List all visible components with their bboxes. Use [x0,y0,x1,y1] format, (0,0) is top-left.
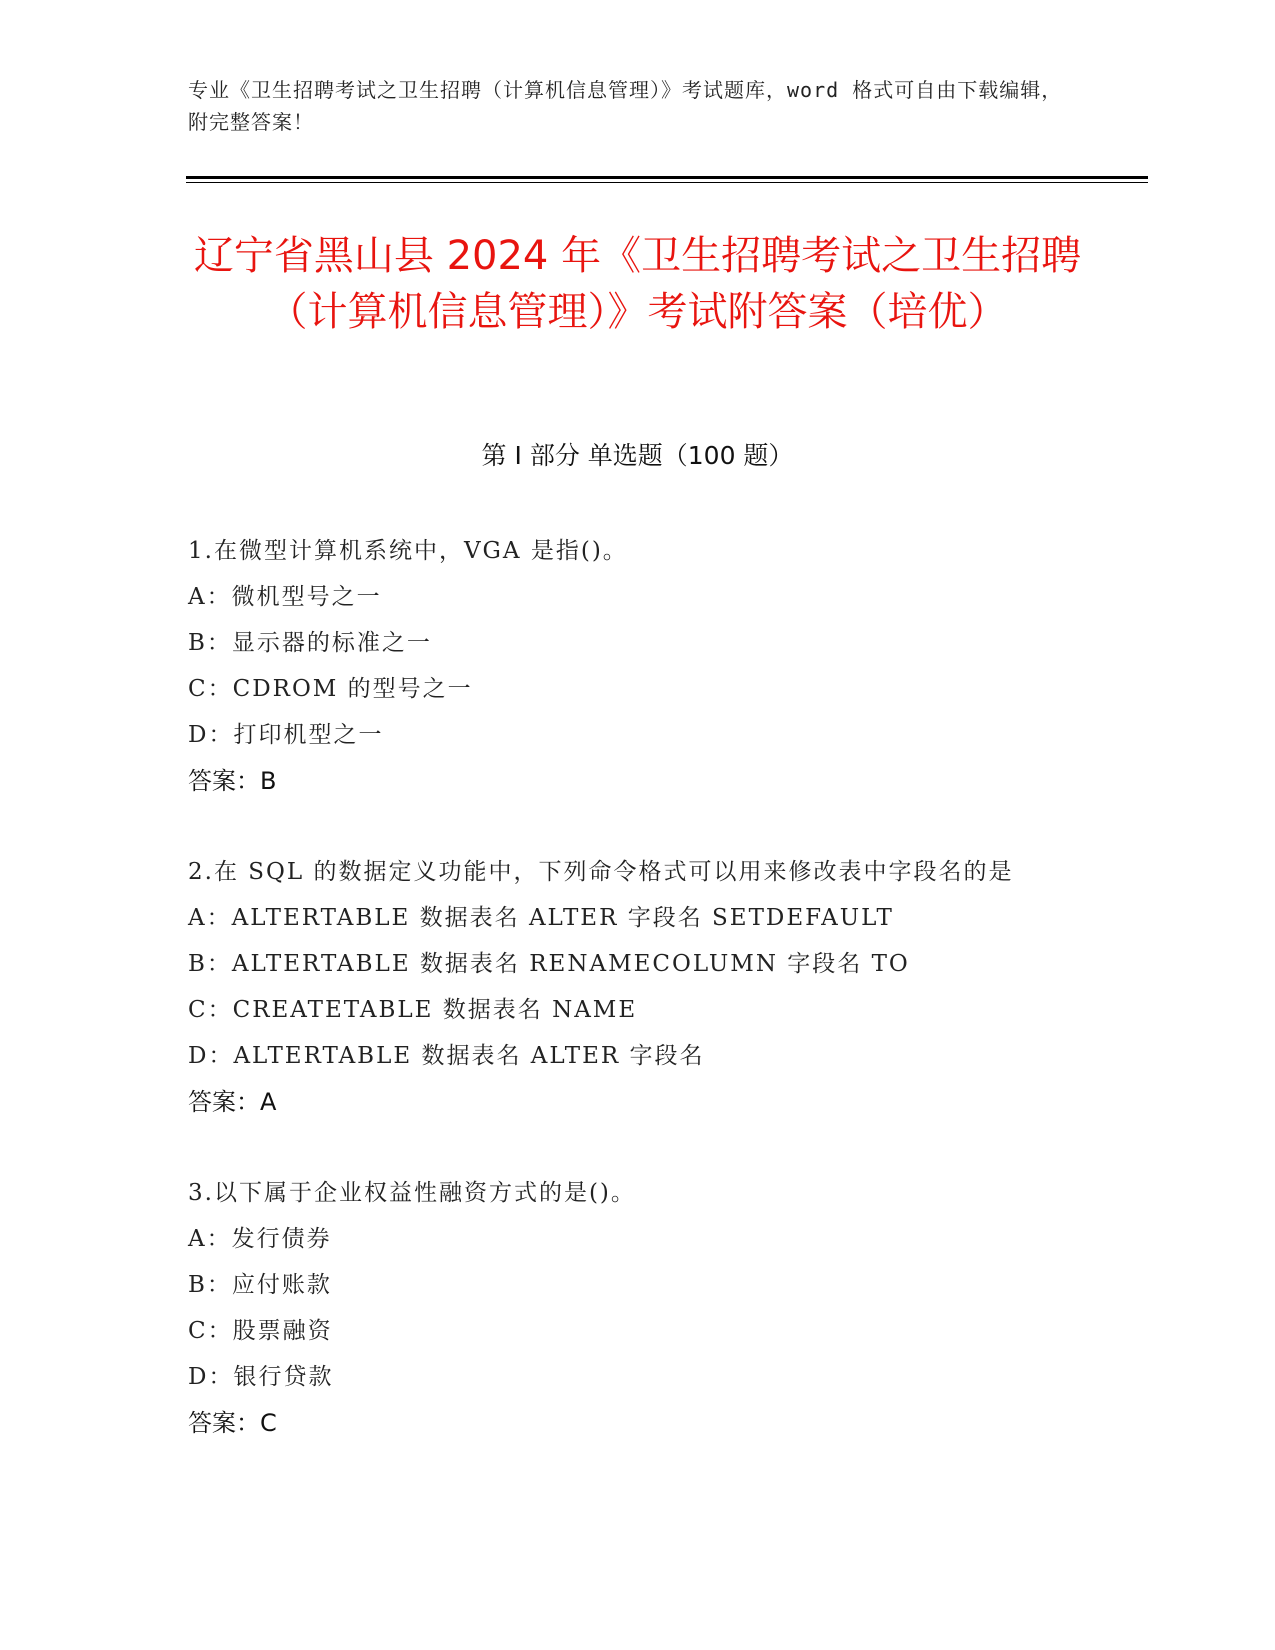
header-note: 专业《卫生招聘考试之卫生招聘（计算机信息管理）》考试题库，word 格式可自由下载编辑，附完整答案！ [188,78,1063,134]
section-title: 第 I 部分 单选题（100 题） [481,441,794,470]
option-d: D：银行贷款 [188,1364,334,1390]
option-d: D：打印机型之一 [188,722,384,748]
answer: 答案：B [188,767,277,795]
header-rule-thin [186,182,1148,183]
option-d: D：ALTERTABLE 数据表名 ALTER 字段名 [188,1043,705,1069]
document-title: 辽宁省黑山县 2024 年《卫生招聘考试之卫生招聘（计算机信息管理）》考试附答案（培优） [193,233,1082,335]
option-a: A：ALTERTABLE 数据表名 ALTER 字段名 SETDEFAULT [188,905,894,931]
header-rule-thick [186,176,1148,179]
option-a: A：发行债券 [188,1226,332,1252]
answer: 答案：C [188,1409,277,1437]
answer: 答案：A [188,1088,277,1116]
option-b: B：显示器的标准之一 [188,630,432,656]
option-a: A：微机型号之一 [188,584,382,610]
question-stem: 1.在微型计算机系统中，VGA 是指()。 [188,538,628,564]
question-list [188,528,1068,1491]
option-c: C：CREATETABLE 数据表名 NAME [188,997,638,1023]
option-c: C：股票融资 [188,1318,333,1344]
question-stem: 3.以下属于企业权益性融资方式的是()。 [188,1180,636,1206]
option-b: B：ALTERTABLE 数据表名 RENAMECOLUMN 字段名 TO [188,951,910,977]
option-b: B：应付账款 [188,1272,332,1298]
question-stem: 2.在 SQL 的数据定义功能中，下列命令格式可以用来修改表中字段名的是 [188,859,1014,885]
question-3 [188,1170,1068,1446]
question-2 [188,849,1068,1125]
question-1 [188,528,1068,804]
option-c: C：CDROM 的型号之一 [188,676,473,702]
